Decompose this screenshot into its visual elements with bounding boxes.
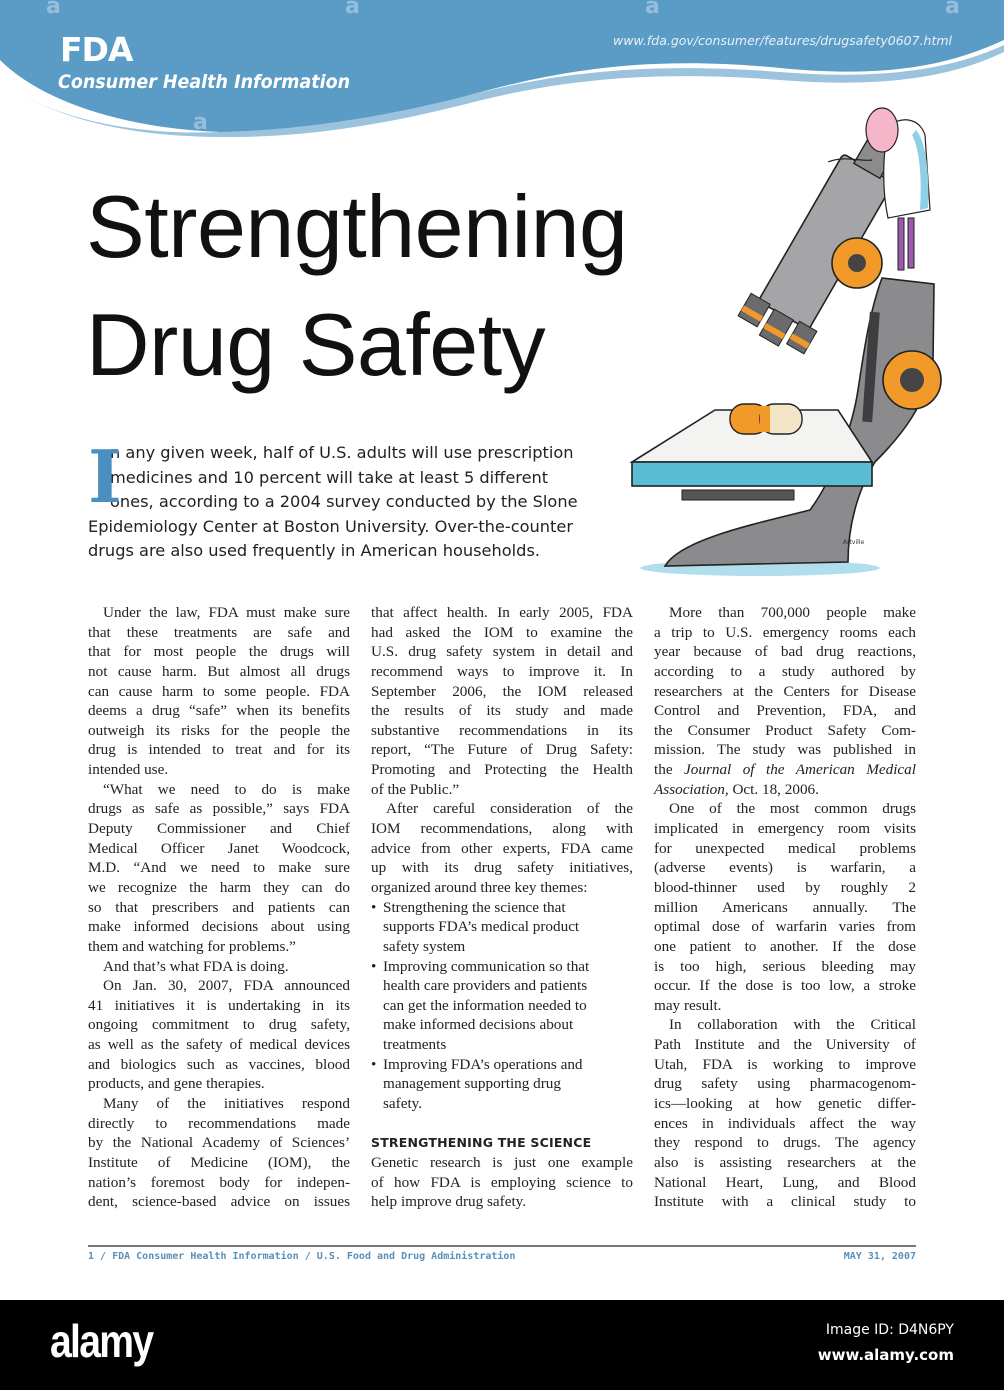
text-line: September 2006, the IOM released	[371, 682, 633, 700]
title-line: Drug Safety	[86, 295, 546, 394]
intro-line: medicines and 10 percent will take at least 5 different	[110, 467, 549, 487]
bullet-line	[371, 1094, 633, 1114]
bullet-text: make informed decisions about	[383, 1016, 574, 1034]
text-line: of how FDA is employing science to	[371, 1173, 633, 1191]
page-title	[86, 168, 627, 404]
text-line: Promoting and Protecting the Health	[371, 761, 633, 779]
text-line: advice from other experts, FDA came	[371, 839, 633, 857]
text-line: IOM recommendations, along with	[371, 820, 633, 838]
artist-credit: Artville	[843, 539, 865, 546]
bullet-text: treatments	[383, 1036, 447, 1054]
watermark: a	[193, 110, 208, 135]
publication-name: Consumer Health Information	[58, 71, 351, 93]
text-line: that affect health. In early 2005, FDA	[371, 604, 633, 621]
text-line: 41 initiatives it is undertaking in its	[88, 996, 350, 1014]
text-line: we recognize the harm they can do	[88, 878, 350, 896]
text-line	[654, 760, 916, 780]
text-line: that for most people the drugs will	[88, 643, 350, 661]
text-line: Institute with a clinical study to	[654, 1193, 916, 1211]
text-line: nation’s foremost body for indepen-	[88, 1173, 350, 1191]
footer-credit: 1 / FDA Consumer Health Information / U.S. Food and Drug Administration	[88, 1251, 516, 1262]
article-column-3	[654, 603, 916, 1212]
bullet-text: safety.	[383, 1095, 423, 1113]
bullet-line	[371, 1035, 633, 1055]
bullet-text: safety system	[383, 937, 466, 955]
bullet-line	[371, 898, 633, 918]
text-line: drugs as safe as possible,” says FDA	[88, 800, 350, 818]
text-line: also is assisting researchers at the	[654, 1153, 916, 1171]
text-line: of the Public.”	[371, 780, 460, 798]
text-line: intended use.	[88, 761, 169, 779]
bullet-icon: •	[371, 1055, 377, 1073]
text-line: One of the most common drugs	[669, 800, 916, 818]
text-line: ongoing commitment to drug safety,	[88, 1016, 350, 1034]
text-line: ics—looking at how genetic differ-	[654, 1095, 916, 1113]
text-line: up with its drug safety initiatives,	[371, 859, 633, 877]
text-line: Under the law, FDA must make sure	[103, 604, 350, 621]
text-line: one patient to another. If the dose	[654, 937, 916, 955]
text-line: as well as the safety of medical devices	[88, 1036, 350, 1054]
text-line: a trip to U.S. emergency rooms each	[654, 623, 916, 641]
bullet-line	[371, 917, 633, 937]
text-line: After careful consideration of the	[386, 800, 633, 818]
text-line: Genetic research is just one example	[371, 1153, 633, 1171]
footer-date: MAY 31, 2007	[843, 1251, 916, 1262]
text-line: the results of its study and made	[371, 702, 633, 720]
bullet-line	[371, 957, 633, 977]
text-line: they respond to drugs. The agency	[654, 1134, 916, 1152]
article-column-2	[371, 603, 633, 1212]
bullet-text: can get the information needed to	[383, 996, 587, 1014]
alamy-logo: alamy	[50, 1315, 153, 1367]
text-line: drug is intended to treat and for its	[88, 741, 350, 759]
text-line: can cause harm to some people. FDA	[88, 682, 350, 700]
watermark: a	[345, 0, 360, 19]
text-line: occur. If the dose is too low, a stroke	[654, 977, 916, 995]
watermark: a	[645, 0, 660, 19]
text-line: optimal dose of warfarin varies from	[654, 918, 916, 936]
text-line: On Jan. 30, 2007, FDA announced	[103, 977, 350, 995]
text-line: substantive recommendations in its	[371, 721, 633, 739]
bullet-text: management supporting drug	[383, 1075, 561, 1093]
drop-cap: I	[88, 434, 122, 519]
fda-logo: FDA	[60, 30, 133, 69]
section-heading: STRENGTHENING THE SCIENCE	[371, 1135, 592, 1151]
text-line: drug safety using pharmacogenom-	[654, 1075, 916, 1093]
stock-photo-bar	[0, 1300, 1004, 1390]
text-line: that these treatments are safe and	[88, 623, 350, 641]
text-line: had asked the IOM to examine the	[371, 623, 633, 641]
bullet-line	[371, 996, 633, 1016]
text-line: directly to recommendations made	[88, 1114, 350, 1132]
text-fragment: Oct. 18, 2006.	[728, 780, 819, 798]
text-line: researchers at the Centers for Disease	[654, 682, 916, 700]
text-line: Control and Prevention, FDA, and	[654, 702, 916, 720]
bullet-line	[371, 1074, 633, 1094]
text-line: “What we need to do is make	[103, 780, 350, 798]
microscope-illustration	[620, 100, 1000, 580]
text-line: Utah, FDA is working to improve	[654, 1055, 916, 1073]
text-line: them and watching for problems.”	[88, 937, 296, 955]
image-id: Image ID: D4N6PY	[825, 1322, 954, 1338]
text-line: report, “The Future of Drug Safety:	[371, 741, 633, 759]
article-url[interactable]: www.fda.gov/consumer/features/drugsafety0607.html	[613, 33, 952, 48]
text-line: make informed decisions about using	[88, 918, 350, 936]
text-line: outweigh its risks for the people the	[88, 721, 350, 739]
bullet-icon: •	[371, 898, 377, 916]
text-line: More than 700,000 people make	[669, 604, 916, 621]
text-line: Medical Officer Janet Woodcock,	[88, 839, 350, 857]
watermark: a	[46, 0, 61, 19]
text-line: and biologics such as vaccines, blood	[88, 1055, 350, 1073]
alamy-url: www.alamy.com	[817, 1346, 954, 1364]
text-line: is too high, serious bleeding may	[654, 957, 916, 975]
text-line: year because of bad drug reactions,	[654, 643, 916, 661]
text-line: In collaboration with the Critical	[669, 1016, 916, 1034]
italic-title: Association,	[654, 780, 729, 798]
text-line: Institute of Medicine (IOM), the	[88, 1153, 350, 1171]
watermark: a	[945, 0, 960, 19]
bullet-text: Improving communication so that	[383, 957, 590, 975]
bullet-text: health care providers and patients	[383, 977, 588, 995]
bullet-icon: •	[371, 957, 377, 975]
bullet-text: Strengthening the science that	[383, 898, 566, 916]
text-fragment: the	[654, 761, 685, 779]
text-line: products, and gene therapies.	[88, 1075, 265, 1093]
text-line: may result.	[654, 996, 722, 1014]
text-line: deems a drug “safe” when its benefits	[88, 702, 350, 720]
intro-line: drugs are also used frequently in American households.	[88, 541, 541, 560]
text-line: dent, science-based advice on issues	[88, 1193, 350, 1211]
intro-line: n any given week, half of U.S. adults will use prescription	[110, 443, 574, 462]
text-line: Many of the initiatives respond	[103, 1095, 350, 1113]
article-column-1	[88, 603, 350, 1212]
intro-line: Epidemiology Center at Boston University. Over-the-counter	[88, 516, 574, 536]
text-line: so that prescribers and patients can	[88, 898, 350, 916]
text-line: for unexpected medical problems	[654, 839, 916, 857]
text-line: blood-thinner used by roughly 2	[654, 878, 916, 896]
text-line: Path Institute and the University of	[654, 1036, 916, 1054]
text-line: organized around three key themes:	[371, 878, 588, 896]
text-line: (adverse events) is warfarin, a	[654, 859, 916, 877]
text-line: National Heart, Lung, and Blood	[654, 1173, 916, 1191]
bullet-line	[371, 976, 633, 996]
text-line: according to a study authored by	[654, 662, 916, 680]
intro-paragraph	[88, 434, 578, 564]
bullet-line	[371, 1015, 633, 1035]
bullet-line	[371, 937, 633, 957]
text-line	[654, 780, 916, 800]
text-line: implicated in emergency room visits	[654, 820, 916, 838]
text-line: ences in individuals affect the way	[654, 1114, 916, 1132]
italic-title: Journal of the American Medical	[684, 761, 916, 779]
text-line: the Consumer Product Safety Com-	[654, 721, 916, 739]
bullet-text: Improving FDA’s operations and	[383, 1055, 583, 1073]
text-line: mission. The study was published in	[654, 741, 916, 759]
bullet-line	[371, 1055, 633, 1075]
text-line: Deputy Commissioner and Chief	[88, 820, 350, 838]
text-line: million Americans annually. The	[654, 898, 916, 916]
bullet-text: supports FDA’s medical product	[383, 918, 580, 936]
text-line: not cause harm. But almost all drugs	[88, 662, 350, 680]
text-line: by the National Academy of Sciences’	[88, 1134, 350, 1152]
title-line: Strengthening	[86, 177, 628, 276]
text-line: recommend ways to improve it. In	[371, 662, 633, 680]
text-line: U.S. drug safety system in detail and	[371, 643, 633, 661]
text-line: M.D. “And we need to make sure	[88, 859, 350, 877]
text-line: help improve drug safety.	[371, 1193, 527, 1211]
footer-divider	[88, 1245, 916, 1247]
intro-line: ones, according to a 2004 survey conducted by the Slone	[110, 492, 578, 511]
text-line: And that’s what FDA is doing.	[103, 957, 289, 975]
